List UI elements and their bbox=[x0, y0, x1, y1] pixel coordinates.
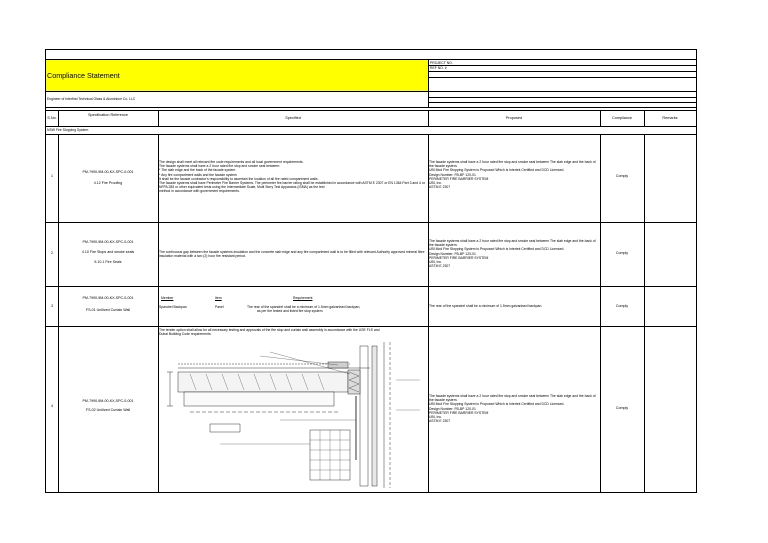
row-1-spec-line: The facade systems shall have a 2 hour rated fire stop and smoke seal between: bbox=[159, 164, 281, 169]
col-line-4 bbox=[600, 134, 601, 492]
row-1-bottom bbox=[46, 222, 696, 223]
compliance-sheet bbox=[45, 49, 697, 493]
row-1-compliance: Comply bbox=[615, 174, 629, 178]
row-1-spec-line: * Any fire compartment walls and the facade system bbox=[159, 172, 237, 177]
col-header-specified: Specified bbox=[285, 116, 301, 120]
row-2-compliance: Comply bbox=[615, 251, 629, 255]
side-rule-1 bbox=[428, 65, 696, 66]
mullion bbox=[360, 346, 368, 486]
row-4-spec-line: The tender option shall allow for all necessary testing and approvals of the fire stop and curtain wall assembly in accordance with the USE FLS and bbox=[159, 328, 380, 332]
row-2-prop-line: UBI Mod Fire Stopping System is Proposed Which is Intertek Certified and DCD Licensed. bbox=[429, 247, 565, 252]
row-4-specified bbox=[159, 328, 427, 336]
row-1-prop-line: UBI Mod Fire Stopping System is Proposed Which is Intertek Certified and DCD Licensed. bbox=[429, 168, 565, 173]
row-3-sno: 3 bbox=[51, 304, 53, 308]
col-header-spec-ref: Specification Reference bbox=[87, 113, 129, 117]
row-1-prop-line: Design Number: FB-BP 120-01 bbox=[429, 172, 476, 177]
row-3-spec-table bbox=[159, 296, 427, 320]
lower-frame-grid bbox=[310, 430, 350, 480]
spec-table-member: Spandrel Backpan bbox=[159, 305, 187, 309]
row-2-ref-subsection: 5.10.1 Fire Seals bbox=[94, 260, 122, 264]
row-2-prop-line: Design Number: FB-BP 120-01 bbox=[429, 251, 476, 256]
col-line-3a bbox=[428, 110, 429, 126]
glazing-unit bbox=[372, 346, 377, 486]
spec-table-member-header: Member bbox=[161, 296, 174, 300]
row-1-prop-line: The facade systems shall have a 2 hour rated fire stop and smoke seal between The slab edge and the back of the facade system. bbox=[429, 160, 596, 169]
row-2-bottom bbox=[46, 286, 696, 287]
row-2-sno: 2 bbox=[51, 251, 53, 255]
subtitle: Engineer of Interfirst Technical Glass & Aluminium Co. LLC bbox=[47, 97, 136, 101]
row-4-proposed bbox=[429, 394, 599, 423]
title-divider bbox=[428, 59, 429, 92]
spec-table-item-header: Item bbox=[215, 296, 222, 300]
row-4-ref-code: PM-7990-9M-00-KX-SPC-0-001 bbox=[82, 399, 134, 403]
col-line-1a bbox=[58, 110, 59, 126]
spec-table-item: Panel bbox=[215, 305, 224, 309]
row-4-sno: 4 bbox=[51, 404, 53, 408]
ref-no-field: REF NO. # bbox=[430, 66, 447, 70]
row-1-spec-line: * The slab edge and the back of the facade system bbox=[159, 168, 236, 173]
row-4-prop-line: Design Number: FB-BP 120-01 bbox=[429, 406, 476, 411]
row-1-prop-line: UBI, Inc. bbox=[429, 181, 443, 186]
col-line-2a bbox=[158, 110, 159, 126]
row-4-compliance: Comply bbox=[615, 406, 629, 410]
title-bottom-rule bbox=[46, 91, 696, 92]
col-header-sno: S.No. bbox=[47, 116, 57, 120]
row-2-specified bbox=[159, 250, 427, 258]
spec-table-requirement-2: as per the tested and listed fire stop system. bbox=[257, 309, 324, 313]
fire-stop-section-drawing bbox=[160, 340, 426, 490]
spec-table-requirement-1: The rear of the spandrel shall be a minimum of 1.5mm galvanised backpan, bbox=[247, 305, 361, 309]
row-3-prop-line: The rear of the spandrel shall be a minimum of 1.5mm galvanised backpan. bbox=[429, 304, 543, 308]
row-2-ref-code: PM-7990-9M-00-KX-SPC-0-001 bbox=[82, 240, 134, 244]
row-2-prop-line: The facade systems shall have a 2 hour rated fire stop and smoke seal between The slab edge and the back of the facade system. bbox=[429, 239, 596, 248]
row-1-spec-line: It shall be the facade contractor's responsibility to ascertain the location of all fire rated compartment walls. bbox=[159, 176, 319, 181]
row-4-prop-line: UBI Mod Fire Stopping System is Proposed Which is Intertek Certified and DCD Licensed. bbox=[429, 402, 565, 407]
row-1-sno: 1 bbox=[51, 174, 53, 178]
row-4-prop-line: UBI, Inc. bbox=[429, 415, 443, 420]
page-title: Compliance Statement bbox=[47, 71, 120, 80]
row-3-ref-section: FS-01 Unitized Curtain Wall bbox=[85, 308, 131, 312]
row-1-prop-line: PERIMETER FIRE BARRIER SYSTEM bbox=[429, 176, 489, 181]
row-2-prop-line: PERIMETER FIRE BARRIER SYSTEM bbox=[429, 255, 489, 260]
row-4-prop-line: PERIMETER FIRE BARRIER SYSTEM bbox=[429, 410, 489, 415]
col-line-5a bbox=[644, 110, 645, 126]
spec-table-requirement-header: Requirement bbox=[293, 296, 313, 300]
col-header-remarks: Remarks bbox=[662, 116, 678, 120]
side-rule-3 bbox=[428, 77, 696, 78]
col-header-proposed: Proposed bbox=[505, 116, 523, 120]
col-line-1 bbox=[58, 134, 59, 492]
section-title: NSW Fire Stopping System bbox=[47, 128, 89, 132]
row-4-spec-line: Dubai Building Code requirements. bbox=[159, 332, 212, 337]
row-2-prop-line: ASTM E 2307 bbox=[429, 264, 451, 269]
concrete-slab bbox=[178, 372, 348, 392]
row-3-ref-code: PM-7990-9M-00-KX-SPC-0-001 bbox=[82, 296, 134, 300]
row-1-ref-code: PM-7990-9M-00-KX-SPC-0-001 bbox=[82, 170, 134, 174]
side-rule-5 bbox=[428, 102, 696, 103]
row-1-specified bbox=[159, 160, 427, 194]
row-1-proposed bbox=[429, 160, 599, 189]
col-line-5 bbox=[644, 134, 645, 492]
title-cell bbox=[46, 60, 428, 91]
row-1-ref-section: 4.12 Fire Proofing bbox=[93, 181, 123, 185]
header-row-bottom bbox=[46, 126, 696, 127]
row-1-spec-line: The facade systems shall have Perimeter Fire Barrier Systems. The perimeter fire barrier rating shall be established in accordance with ASTM E 2307 or EN 1364 Part 3 and 4 or NFPA 285 or other equivalent tests using the Intermediate Scale, Multi Story Test Apparatus (ISMA) as the test bbox=[159, 181, 425, 190]
subtitle-divider bbox=[428, 91, 429, 107]
row-4-prop-line: ASTM E 2307 bbox=[429, 419, 451, 424]
side-rule-4 bbox=[428, 97, 696, 98]
row-1-spec-line: The design shall meet all relevant fire code requirements and all local government requirements. bbox=[159, 160, 304, 164]
row-2-spec-line: The continuous gap between the facade systems insulation and the concrete slab edge and any fire compartment wall is to be filled with relevant Authority approved mineral fibre insulation material with a two (2) hour fire resistant period. bbox=[159, 250, 425, 259]
row-2-proposed bbox=[429, 239, 599, 268]
row-2-prop-line: UBI, Inc. bbox=[429, 260, 443, 265]
col-header-compliance: Compliance bbox=[611, 116, 633, 120]
row-1-prop-line: ASTM E 2307 bbox=[429, 185, 451, 190]
side-rule-2 bbox=[428, 71, 696, 72]
col-line-4a bbox=[600, 110, 601, 126]
row-4-prop-line: The facade systems shall have a 2 hour rated fire stop and smoke seal between The slab edge and the back of the facade system. bbox=[429, 394, 596, 403]
row-3-proposed bbox=[429, 304, 599, 308]
header-row-top bbox=[46, 110, 696, 111]
row-4-ref-section: FS-02 Unitized Curtain Wall bbox=[85, 408, 131, 412]
row-3-compliance: Comply bbox=[615, 304, 629, 308]
subtitle-bottom-rule bbox=[46, 107, 696, 108]
slab-soffit bbox=[184, 392, 334, 406]
row-2-ref-section: 4.10 Fire Stops and smoke seals bbox=[81, 250, 135, 254]
section-row-bottom bbox=[46, 134, 696, 135]
row-3-bottom bbox=[46, 326, 696, 327]
row-1-spec-line: method in accordance with government requirements. bbox=[159, 189, 240, 194]
lower-element bbox=[210, 424, 240, 432]
project-no-field: PROJECT NO. bbox=[430, 61, 453, 65]
